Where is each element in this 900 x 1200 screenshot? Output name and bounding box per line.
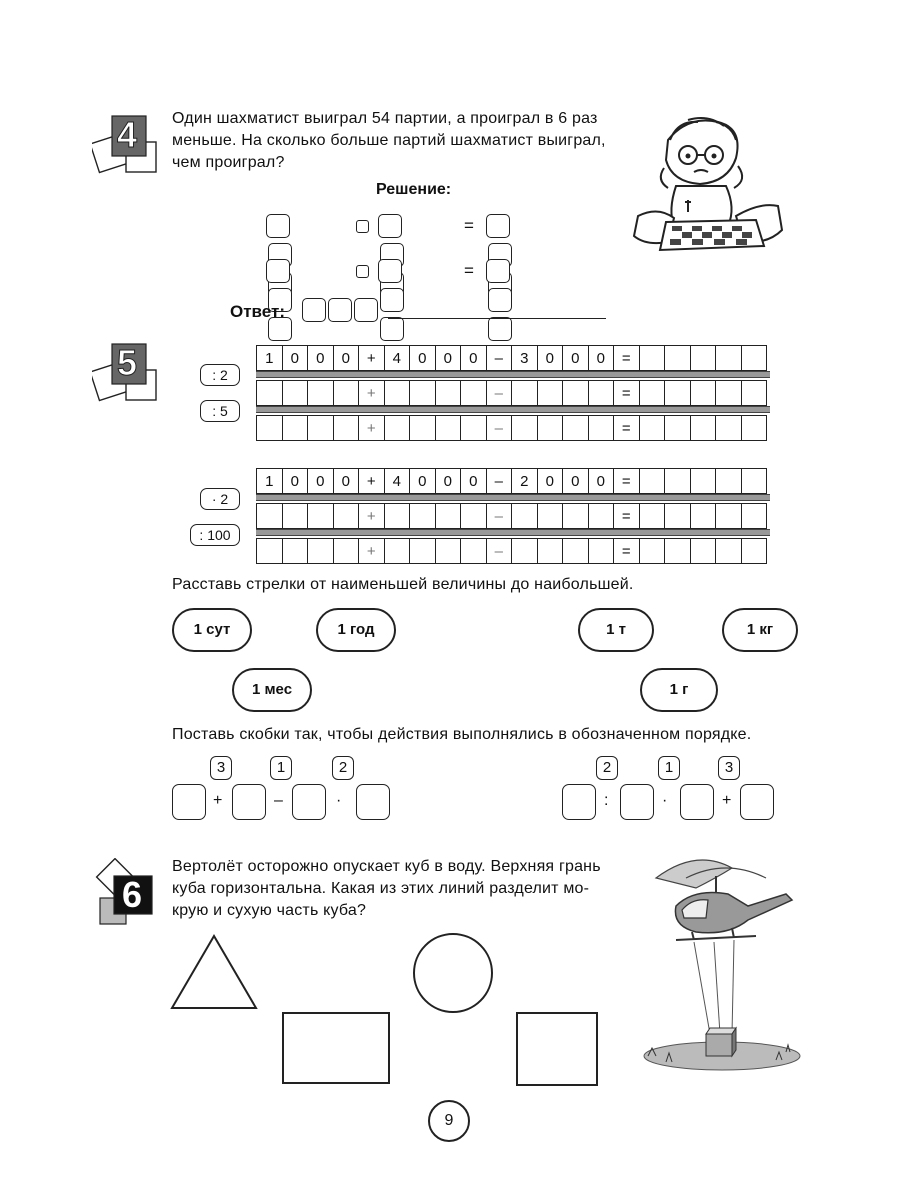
order-number: 2	[596, 756, 618, 780]
grid-cell-value: 0	[333, 346, 359, 371]
grid-cell[interactable]	[308, 539, 334, 564]
grid-cell[interactable]	[690, 539, 716, 564]
grid-cell[interactable]	[461, 381, 487, 406]
grid-cell[interactable]	[639, 346, 665, 371]
grid-cell[interactable]	[716, 539, 742, 564]
grid-cell-value: 0	[308, 469, 334, 494]
grid-cell[interactable]	[639, 469, 665, 494]
number-box[interactable]	[680, 784, 714, 820]
grid-cell[interactable]	[588, 504, 614, 529]
grid-cell[interactable]	[563, 416, 589, 441]
digit-box[interactable]	[488, 288, 512, 312]
grid-cell-value: –	[486, 381, 512, 406]
digit-box[interactable]	[488, 317, 512, 341]
calc-grid-row	[256, 345, 767, 371]
grid-cell[interactable]	[308, 381, 334, 406]
number-box[interactable]	[172, 784, 206, 820]
grid-cell[interactable]	[690, 416, 716, 441]
grid-cell[interactable]	[384, 539, 410, 564]
equals-sign: =	[464, 261, 474, 280]
grid-cell[interactable]	[512, 381, 538, 406]
grid-cell[interactable]	[282, 539, 308, 564]
grid-cell-value: 0	[308, 346, 334, 371]
grid-cell-value: =	[614, 539, 640, 564]
grid-cell[interactable]	[741, 504, 767, 529]
grid-cell[interactable]	[308, 416, 334, 441]
grid-cell-value: –	[486, 416, 512, 441]
grid-cell-value: 0	[588, 346, 614, 371]
grid-cell[interactable]	[257, 381, 283, 406]
grid-cell[interactable]	[333, 539, 359, 564]
operator: ·	[336, 792, 342, 809]
grid-cell-value: +	[359, 504, 385, 529]
grid-cell[interactable]	[384, 416, 410, 441]
grid-cell[interactable]	[716, 416, 742, 441]
order-number: 3	[210, 756, 232, 780]
grid-cell-value: =	[614, 381, 640, 406]
grid-cell[interactable]	[690, 381, 716, 406]
digit-box[interactable]	[378, 214, 402, 238]
task-5-number: 5	[117, 342, 138, 383]
grid-cell[interactable]	[384, 504, 410, 529]
operation-label: : 5	[200, 400, 240, 422]
grid-cell[interactable]	[639, 504, 665, 529]
grid-cell[interactable]	[282, 381, 308, 406]
digit-box[interactable]	[328, 298, 352, 322]
operation-label: · 2	[200, 488, 240, 510]
grid-cell[interactable]	[410, 504, 436, 529]
quantity-cloud[interactable]: 1 т	[578, 608, 654, 652]
grid-cell-value: –	[486, 539, 512, 564]
operator: :	[604, 792, 609, 809]
digit-box[interactable]	[486, 214, 510, 238]
grid-cell[interactable]	[741, 539, 767, 564]
digit-box[interactable]	[266, 214, 290, 238]
grid-cell-value: =	[614, 416, 640, 441]
grid-separator	[256, 406, 770, 413]
number-box[interactable]	[620, 784, 654, 820]
grid-cell-value: –	[486, 346, 512, 371]
grid-cell-value: 0	[588, 469, 614, 494]
grid-cell[interactable]	[690, 469, 716, 494]
task-4-text	[172, 108, 632, 174]
number-box[interactable]	[562, 784, 596, 820]
quantity-cloud[interactable]: 1 год	[316, 608, 396, 652]
grid-cell[interactable]	[435, 504, 461, 529]
bracket-expression-1	[172, 756, 402, 822]
operator: –	[274, 792, 283, 809]
grid-cell[interactable]	[716, 346, 742, 371]
grid-cell[interactable]	[741, 381, 767, 406]
chess-boy-illustration	[628, 110, 788, 260]
grid-cell-value: 0	[282, 469, 308, 494]
brackets-instruction: Поставь скобки так, чтобы действия выполнялись в обозначенном порядке.	[172, 726, 752, 743]
quantity-cloud[interactable]: 1 г	[640, 668, 718, 712]
digit-box[interactable]	[266, 259, 290, 283]
grid-cell[interactable]	[665, 469, 691, 494]
task-4-badge	[92, 112, 164, 178]
operator: +	[722, 792, 732, 809]
calc-grid-row	[256, 503, 767, 529]
grid-cell-value: 0	[563, 469, 589, 494]
grid-cell[interactable]	[588, 416, 614, 441]
grid-cell[interactable]	[665, 346, 691, 371]
calc-grid-row	[256, 380, 767, 406]
rectangle-shape[interactable]	[282, 1012, 390, 1084]
task-4-line: Один шахматист выиграл 54 партии, а проиграл в 6 раз	[172, 110, 598, 127]
grid-separator	[256, 529, 770, 536]
grid-cell-value: –	[486, 469, 512, 494]
task-4-number: 4	[117, 114, 138, 155]
grid-cell-value: 0	[435, 469, 461, 494]
operator: +	[213, 792, 223, 809]
grid-cell-value: 0	[461, 469, 487, 494]
grid-cell[interactable]	[537, 381, 563, 406]
grid-cell-value: 0	[537, 469, 563, 494]
grid-cell[interactable]	[716, 469, 742, 494]
grid-cell[interactable]	[384, 381, 410, 406]
digit-box[interactable]	[378, 259, 402, 283]
order-number: 1	[270, 756, 292, 780]
circle-shape[interactable]	[410, 930, 496, 1016]
helicopter-illustration	[636, 848, 804, 1074]
grid-cell[interactable]	[333, 381, 359, 406]
page-number-circle	[428, 1100, 470, 1142]
number-box[interactable]	[740, 784, 774, 820]
answer-line[interactable]	[388, 318, 606, 319]
grid-cell[interactable]	[665, 381, 691, 406]
grid-cell[interactable]	[690, 504, 716, 529]
task-4-line: чем проиграл?	[172, 154, 285, 171]
bracket-expression-2	[562, 756, 792, 822]
calc-grid-row	[256, 468, 767, 494]
grid-cell-value: 0	[282, 346, 308, 371]
grid-cell[interactable]	[716, 381, 742, 406]
grid-cell[interactable]	[435, 416, 461, 441]
grid-cell-value: +	[359, 346, 385, 371]
arrows-instruction: Расставь стрелки от наименьшей величины до наибольшей.	[172, 576, 634, 593]
grid-cell-value: +	[359, 381, 385, 406]
grid-cell-value: 3	[512, 346, 538, 371]
order-number: 3	[718, 756, 740, 780]
number-box[interactable]	[356, 784, 390, 820]
grid-cell[interactable]	[639, 539, 665, 564]
grid-cell[interactable]	[741, 469, 767, 494]
grid-cell[interactable]	[690, 346, 716, 371]
grid-cell-value: 0	[410, 346, 436, 371]
grid-cell[interactable]	[639, 381, 665, 406]
grid-cell-value: 1	[257, 469, 283, 494]
grid-cell[interactable]	[410, 381, 436, 406]
grid-cell[interactable]	[741, 416, 767, 441]
grid-cell[interactable]	[282, 416, 308, 441]
order-number: 2	[332, 756, 354, 780]
quantity-cloud[interactable]: 1 мес	[232, 668, 312, 712]
task-6-number: 6	[122, 874, 143, 915]
grid-cell[interactable]	[741, 346, 767, 371]
grid-cell[interactable]	[639, 416, 665, 441]
grid-cell-value: +	[359, 416, 385, 441]
task-6-line: куба горизонтальна. Какая из этих линий разделит мо-	[172, 880, 590, 897]
grid-cell[interactable]	[665, 504, 691, 529]
grid-cell-value: =	[614, 469, 640, 494]
grid-cell[interactable]	[716, 504, 742, 529]
task-5-badge	[92, 340, 164, 406]
page-number: 9	[444, 1112, 454, 1129]
equals-sign: =	[464, 216, 474, 235]
digit-box[interactable]	[380, 317, 404, 341]
solution-label: Решение:	[376, 181, 452, 198]
grid-cell[interactable]	[435, 539, 461, 564]
grid-cell-value: 0	[435, 346, 461, 371]
grid-cell[interactable]	[333, 416, 359, 441]
grid-cell[interactable]	[588, 381, 614, 406]
digit-box[interactable]	[380, 288, 404, 312]
grid-cell[interactable]	[537, 416, 563, 441]
grid-cell[interactable]	[537, 539, 563, 564]
grid-cell[interactable]	[410, 416, 436, 441]
grid-cell[interactable]	[665, 416, 691, 441]
grid-cell[interactable]	[563, 504, 589, 529]
grid-cell-value: +	[359, 469, 385, 494]
triangle-shape[interactable]	[168, 932, 260, 1012]
grid-cell-value: 1	[257, 346, 283, 371]
grid-cell[interactable]	[461, 504, 487, 529]
operation-label: : 2	[200, 364, 240, 386]
grid-cell[interactable]	[282, 504, 308, 529]
grid-cell-value: 0	[410, 469, 436, 494]
grid-cell[interactable]	[461, 539, 487, 564]
grid-cell[interactable]	[512, 539, 538, 564]
digit-box[interactable]	[486, 259, 510, 283]
grid-cell-value: –	[486, 504, 512, 529]
grid-cell-value: 0	[563, 346, 589, 371]
grid-cell[interactable]	[308, 504, 334, 529]
operator-box[interactable]	[356, 220, 369, 233]
order-number: 1	[658, 756, 680, 780]
number-box[interactable]	[292, 784, 326, 820]
square-shape[interactable]	[516, 1012, 598, 1086]
grid-cell-value: 0	[461, 346, 487, 371]
grid-cell[interactable]	[435, 381, 461, 406]
digit-box[interactable]	[354, 298, 378, 322]
grid-cell-value: 2	[512, 469, 538, 494]
grid-cell[interactable]	[333, 504, 359, 529]
grid-cell[interactable]	[563, 381, 589, 406]
grid-cell-value: 4	[384, 469, 410, 494]
grid-cell[interactable]	[588, 539, 614, 564]
calc-grid-row	[256, 538, 767, 564]
answer-label: Ответ:	[230, 302, 285, 321]
calc-grid-row	[256, 415, 767, 441]
grid-cell-value: 0	[537, 346, 563, 371]
operator: ·	[662, 792, 668, 809]
digit-box[interactable]	[302, 298, 326, 322]
grid-cell[interactable]	[410, 539, 436, 564]
grid-cell[interactable]	[257, 539, 283, 564]
task-6-line: крую и сухую часть куба?	[172, 902, 367, 919]
grid-separator	[256, 371, 770, 378]
grid-cell[interactable]	[665, 539, 691, 564]
answer-boxes	[302, 298, 378, 327]
operator-box[interactable]	[356, 265, 369, 278]
grid-cell-value: 0	[333, 469, 359, 494]
grid-cell[interactable]	[512, 504, 538, 529]
operation-label: : 100	[190, 524, 240, 546]
number-box[interactable]	[232, 784, 266, 820]
task-4-line: меньше. На сколько больше партий шахматист выиграл,	[172, 132, 606, 149]
quantity-cloud[interactable]: 1 сут	[172, 608, 252, 652]
grid-cell-value: =	[614, 504, 640, 529]
grid-cell-value: =	[614, 346, 640, 371]
task-6-badge	[92, 858, 164, 930]
grid-cell[interactable]	[512, 416, 538, 441]
grid-cell[interactable]	[257, 504, 283, 529]
task-6-line: Вертолёт осторожно опускает куб в воду. Верхняя грань	[172, 858, 601, 875]
grid-cell[interactable]	[563, 539, 589, 564]
grid-cell-value: 4	[384, 346, 410, 371]
grid-cell-value: +	[359, 539, 385, 564]
grid-cell[interactable]	[257, 416, 283, 441]
grid-separator	[256, 494, 770, 501]
grid-cell[interactable]	[461, 416, 487, 441]
grid-cell[interactable]	[537, 504, 563, 529]
task-6-text	[172, 856, 632, 922]
quantity-cloud[interactable]: 1 кг	[722, 608, 798, 652]
